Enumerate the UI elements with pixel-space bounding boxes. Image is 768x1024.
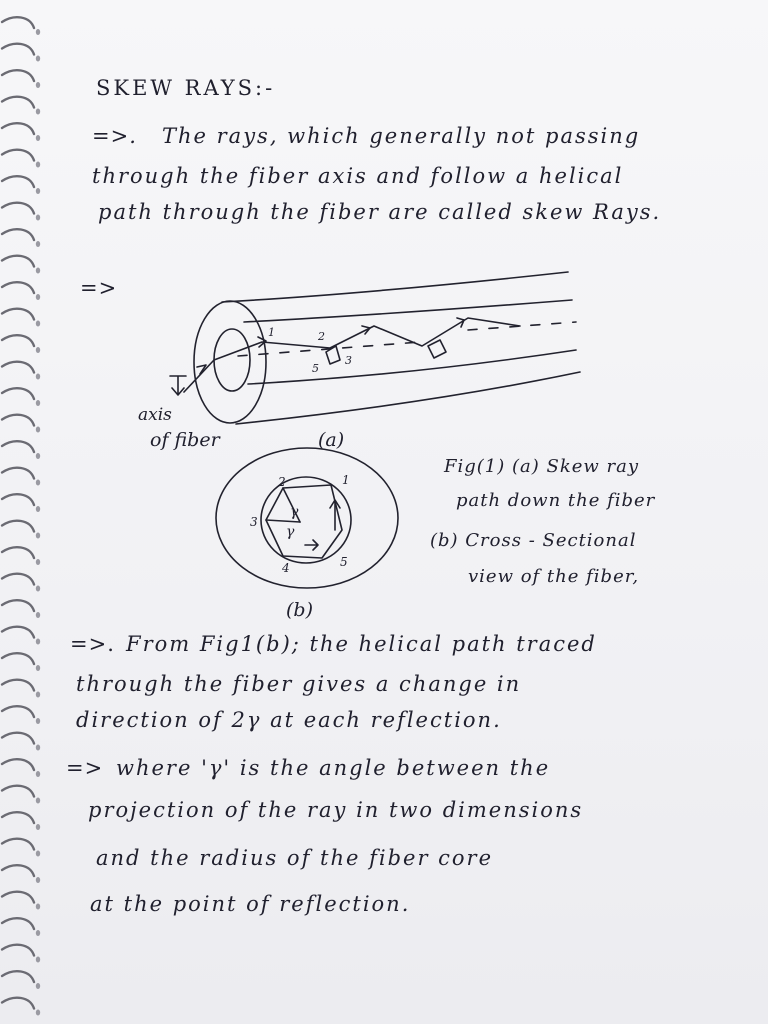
fig-b-point-5: 5 bbox=[340, 555, 348, 569]
fiber-outer-edge-top bbox=[222, 272, 568, 302]
fiber-end-outer bbox=[194, 301, 266, 423]
fig-caption-line-2: path down the fiber bbox=[456, 490, 656, 511]
fig-caption-line-1: Fig(1) (a) Skew ray bbox=[444, 456, 640, 477]
fig-a-point-3: 3 bbox=[345, 354, 352, 367]
fig-caption-line-3: (b) Cross - Sectional bbox=[430, 530, 637, 551]
cross-section-ray-polygon bbox=[266, 485, 342, 558]
para2-line-3: direction of 2γ at each reflection. bbox=[76, 708, 502, 732]
intro-line-3: path through the fiber are called skew Rays. bbox=[98, 200, 662, 224]
intro-line-2: through the fiber axis and follow a helical bbox=[92, 164, 624, 188]
fiber-end-core bbox=[214, 329, 250, 391]
fig-b-point-4: 4 bbox=[282, 561, 290, 575]
fig-a-point-1: 1 bbox=[268, 326, 275, 339]
fig-a-point-2: 2 bbox=[318, 330, 325, 343]
para3-line-2: projection of the ray in two dimensions bbox=[88, 798, 584, 822]
para2-line-2: through the fiber gives a change in bbox=[76, 672, 522, 696]
fig-a-point-5: 5 bbox=[312, 362, 319, 375]
axis-label-1: axis bbox=[138, 405, 172, 425]
fig-b-point-1: 1 bbox=[342, 473, 350, 487]
intro-bullet: =>. bbox=[92, 124, 137, 148]
axis-label-2: of fiber bbox=[150, 429, 220, 451]
reflection-marker-2 bbox=[428, 340, 446, 358]
figure-a-bullet: => bbox=[80, 276, 118, 300]
para3-line-1: where 'γ' is the angle between the bbox=[116, 756, 551, 780]
para3-line-3: and the radius of the fiber core bbox=[96, 846, 494, 870]
para3-bullet: => bbox=[66, 756, 104, 780]
para2-bullet: =>. bbox=[70, 632, 115, 656]
radius-line-2 bbox=[266, 520, 300, 522]
fiber-core-edge-bottom bbox=[248, 350, 576, 384]
intro-line-1: The rays, which generally not passing bbox=[162, 124, 641, 148]
fig-b-angle-2: γ bbox=[286, 524, 295, 540]
fig-b-point-2: 2 bbox=[278, 475, 286, 489]
para2-line-1: From Fig1(b); the helical path traced bbox=[126, 632, 597, 656]
fig-caption-line-4: view of the fiber, bbox=[468, 566, 640, 587]
fig-b-point-3: 3 bbox=[250, 515, 258, 529]
para3-line-4: at the point of reflection. bbox=[90, 892, 411, 916]
fig-b-angle-1: γ bbox=[290, 504, 299, 520]
fiber-core-edge-top bbox=[244, 300, 572, 322]
page-title: SKEW RAYS:- bbox=[96, 76, 276, 100]
fiber-outer-edge-bottom bbox=[236, 372, 580, 424]
cross-arrow-right bbox=[305, 540, 318, 550]
cross-section-cladding bbox=[216, 448, 398, 588]
fig-b-caption: (b) bbox=[286, 599, 313, 621]
fig-a-caption: (a) bbox=[318, 429, 345, 451]
